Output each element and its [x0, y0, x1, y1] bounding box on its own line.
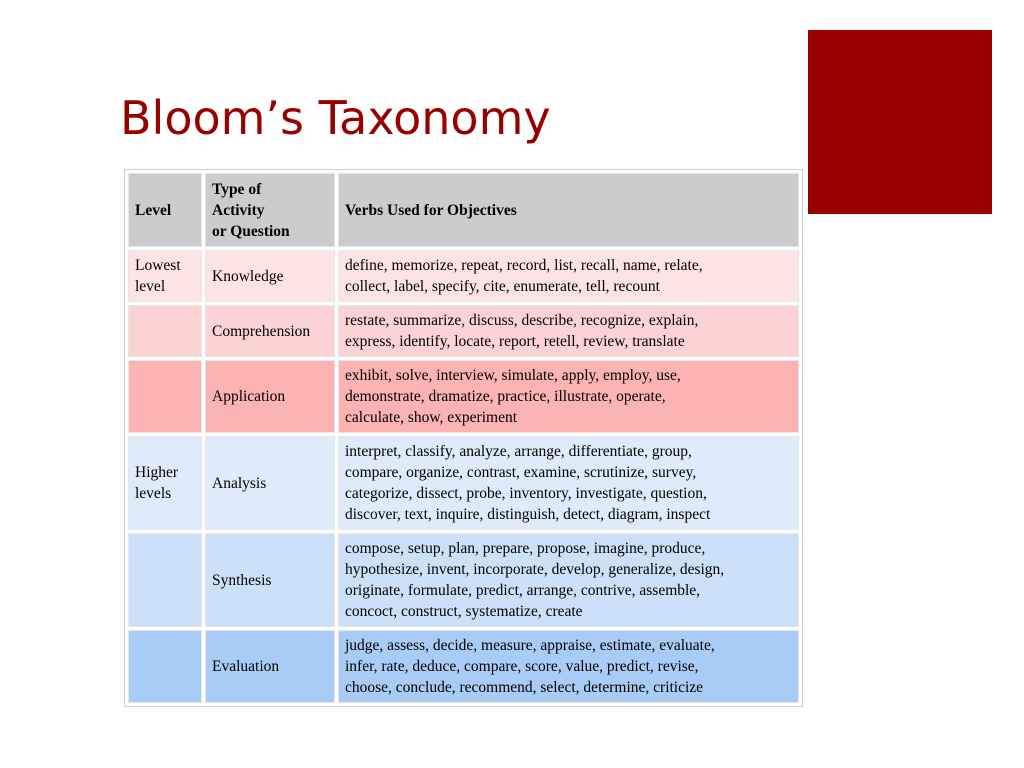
level-cell [128, 436, 202, 530]
type-cell [205, 360, 335, 433]
type-cell [205, 436, 335, 530]
level-cell [128, 305, 202, 357]
verbs-cell [338, 360, 799, 433]
type-label: Knowledge [212, 267, 284, 285]
verbs-line: compose, setup, plan, prepare, propose, imagine, produce, [345, 540, 706, 557]
level-label: level [135, 278, 166, 295]
type-cell [205, 305, 335, 357]
verbs-line: choose, conclude, recommend, select, determine, criticize [345, 679, 704, 696]
table-header-row [128, 173, 799, 247]
type-cell [205, 533, 335, 627]
verbs-line: interpret, classify, analyze, arrange, differentiate, group, [345, 443, 692, 460]
verbs-line: compare, organize, contrast, examine, scrutinize, survey, [345, 464, 697, 481]
verbs-line: concoct, construct, systematize, create [345, 603, 583, 620]
type-cell [205, 630, 335, 703]
level-cell [128, 360, 202, 433]
level-label: Lowest [135, 257, 181, 274]
table-row [128, 436, 799, 530]
verbs-line: originate, formulate, predict, arrange, contrive, assemble, [345, 582, 701, 599]
verbs-line: define, memorize, repeat, record, list, recall, name, relate, [345, 257, 703, 274]
verbs-line: restate, summarize, discuss, describe, recognize, explain, [345, 312, 699, 329]
bloom-taxonomy-table [125, 170, 802, 706]
level-cell [128, 630, 202, 703]
verbs-line: categorize, dissect, probe, inventory, investigate, question, [345, 485, 707, 502]
type-label: Application [212, 388, 286, 405]
level-cell [128, 250, 202, 302]
header-type-line: Type of [212, 180, 262, 198]
verbs-line: exhibit, solve, interview, simulate, apply, employ, use, [345, 367, 681, 384]
table-row [128, 360, 799, 433]
header-type-line: Activity [212, 201, 265, 219]
header-verbs [338, 173, 799, 247]
verbs-cell [338, 533, 799, 627]
table-row [128, 533, 799, 627]
verbs-line: collect, label, specify, cite, enumerate, tell, recount [345, 278, 660, 295]
level-label: levels [135, 485, 172, 502]
header-verbs-label: Verbs Used for Objectives [345, 201, 517, 219]
verbs-line: demonstrate, dramatize, practice, illustrate, operate, [345, 388, 666, 405]
header-level-label: Level [135, 201, 172, 219]
verbs-cell [338, 250, 799, 302]
verbs-line: discover, text, inquire, distinguish, detect, diagram, inspect [345, 506, 711, 523]
header-type-line: or Question [212, 222, 290, 240]
header-type [205, 173, 335, 247]
slide-title: Bloom’s Taxonomy [120, 91, 551, 145]
type-label: Synthesis [212, 571, 272, 589]
accent-block [808, 30, 992, 214]
verbs-cell [338, 436, 799, 530]
level-label: Higher [135, 464, 179, 481]
level-cell [128, 533, 202, 627]
type-label: Analysis [212, 474, 267, 492]
verbs-line: calculate, show, experiment [345, 409, 518, 426]
verbs-line: hypothesize, invent, incorporate, develop, generalize, design, [345, 561, 725, 578]
verbs-line: judge, assess, decide, measure, appraise, estimate, evaluate, [345, 637, 715, 654]
verbs-line: express, identify, locate, report, retell, review, translate [345, 333, 685, 350]
table-row [128, 305, 799, 357]
verbs-cell [338, 630, 799, 703]
verbs-cell [338, 305, 799, 357]
bloom-table-container [124, 169, 803, 707]
type-label: Evaluation [212, 658, 280, 675]
table-row [128, 250, 799, 302]
type-cell [205, 250, 335, 302]
type-label: Comprehension [212, 322, 311, 340]
table-row [128, 630, 799, 703]
verbs-line: infer, rate, deduce, compare, score, value, predict, revise, [345, 658, 699, 675]
header-level [128, 173, 202, 247]
